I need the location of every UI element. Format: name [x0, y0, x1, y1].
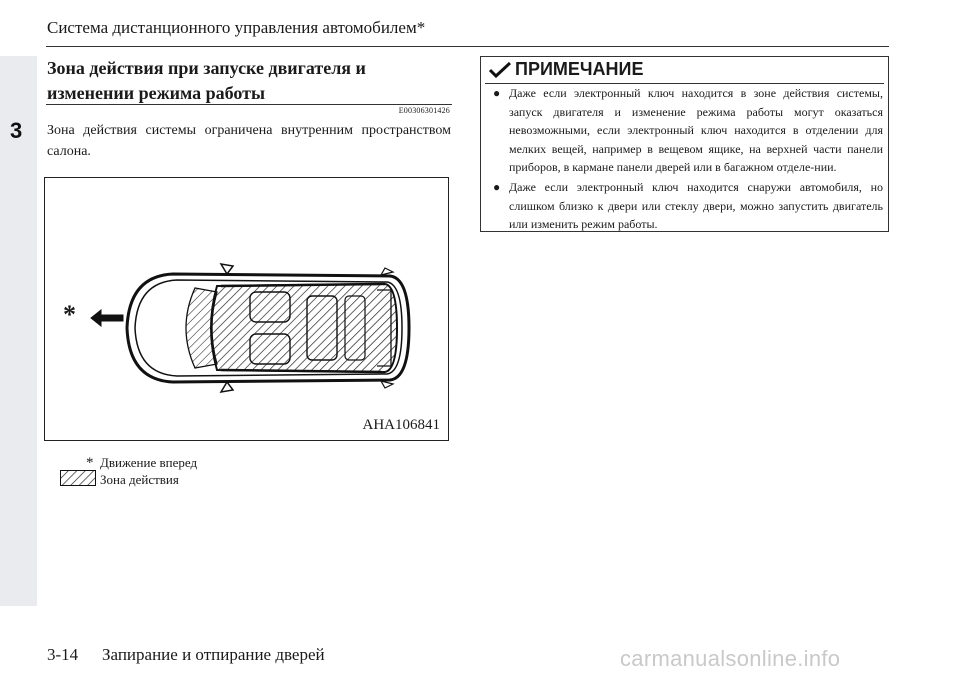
section-body-text: Зона действия системы ограничена внутренним пространством салона. — [47, 123, 451, 159]
chapter-number: 3 — [10, 118, 23, 143]
footer-title: Запирание и отпирание дверей — [102, 645, 325, 664]
note-box — [480, 56, 889, 232]
operating-zone-figure — [44, 177, 449, 441]
section-divider — [46, 104, 452, 105]
section-code: E00306301426 — [398, 106, 450, 115]
forward-direction-star: * — [63, 300, 76, 329]
arrow-left-icon — [91, 310, 123, 326]
bullet-icon: ● — [493, 86, 501, 100]
figure-code: AHA106841 — [362, 417, 440, 433]
hatch-swatch-icon — [60, 470, 96, 486]
section-title: Зона действия при запуске двигателя и изменении режима работы — [47, 58, 366, 103]
header-divider — [46, 46, 889, 47]
page-header-title: Система дистанционного управления автомобилем* — [47, 18, 426, 37]
watermark: carmanualsonline.info — [620, 646, 841, 671]
note-item: ● Даже если электронный ключ находится в зоне действия системы, запуск двигателя и изменение режима работы могут оказаться невозможными, если электронный ключ находится в отделении для мелких вещей, например в вещевом ящике, на верхней части панели приборов, в кармане панели дверей или в багажном отделе-нии. — [493, 86, 883, 174]
note-item: ● Даже если электронный ключ находится снаружи автомобиля, но слишком близко к двери или стеклу двери, можно запустить двигатель или изменить режим работы. — [493, 180, 883, 231]
legend-label-zone: Зона действия — [100, 472, 179, 487]
page-number: 3-14 — [47, 645, 79, 664]
note-title: ПРИМЕЧАНИЕ — [515, 59, 644, 79]
legend-label-forward: Движение вперед — [100, 455, 198, 470]
bullet-icon: ● — [493, 180, 501, 194]
car-top-view-icon — [45, 178, 448, 440]
check-icon — [489, 62, 511, 78]
legend-star-marker: * — [86, 454, 94, 471]
